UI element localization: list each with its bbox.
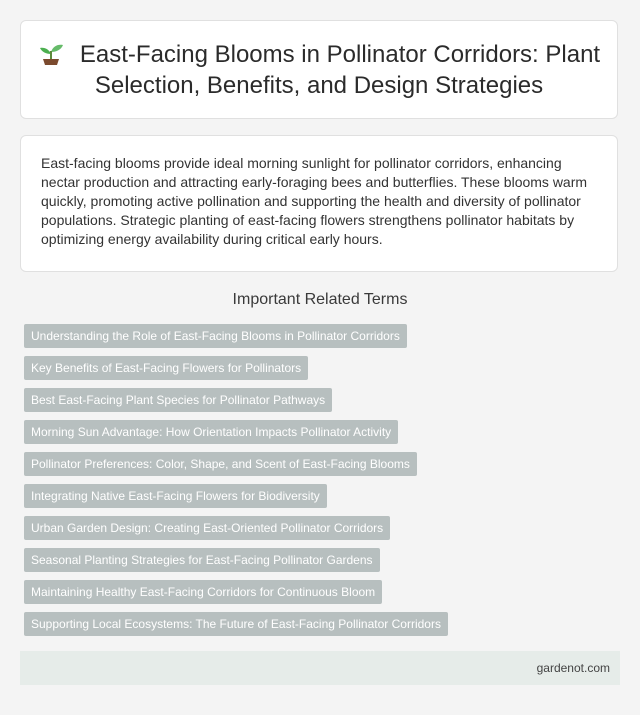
related-term-link[interactable]: Understanding the Role of East-Facing Blooms in Pollinator Corridors: [24, 324, 407, 348]
header-card: [20, 20, 618, 119]
sprout-icon: [38, 41, 64, 65]
footer-site-link[interactable]: gardenot.com: [536, 661, 610, 675]
related-term-link[interactable]: Pollinator Preferences: Color, Shape, and Scent of East-Facing Blooms: [24, 452, 417, 476]
page-title: [21, 39, 617, 101]
related-term-link[interactable]: Morning Sun Advantage: How Orientation Impacts Pollinator Activity: [24, 420, 398, 444]
related-term-link[interactable]: Maintaining Healthy East-Facing Corridors for Continuous Bloom: [24, 580, 382, 604]
related-term-link[interactable]: Integrating Native East-Facing Flowers for Biodiversity: [24, 484, 327, 508]
intro-text: East-facing blooms provide ideal morning sunlight for pollinator corridors, enhancing nectar production and attracting early-foraging bees and butterflies. These blooms warm quickly, promoting active pollination and supporting the health and diversity of pollinator populations. Strategic planting of east-facing flowers strengthens pollinator habitats by optimizing energy availability during critical early hours.: [41, 155, 588, 247]
related-term-link[interactable]: Best East-Facing Plant Species for Pollinator Pathways: [24, 388, 332, 412]
related-term-link[interactable]: Urban Garden Design: Creating East-Oriented Pollinator Corridors: [24, 516, 390, 540]
footer: [20, 651, 620, 685]
related-term-link[interactable]: Key Benefits of East-Facing Flowers for Pollinators: [24, 356, 308, 380]
related-terms-heading: Important Related Terms: [232, 291, 408, 308]
related-terms-list: [24, 324, 448, 644]
related-term-link[interactable]: Seasonal Planting Strategies for East-Facing Pollinator Gardens: [24, 548, 380, 572]
related-term-link[interactable]: Supporting Local Ecosystems: The Future of East-Facing Pollinator Corridors: [24, 612, 448, 636]
intro-card: [20, 135, 618, 272]
page-title-text: East-Facing Blooms in Pollinator Corridors: Plant Selection, Benefits, and Design Strategies: [79, 40, 601, 99]
